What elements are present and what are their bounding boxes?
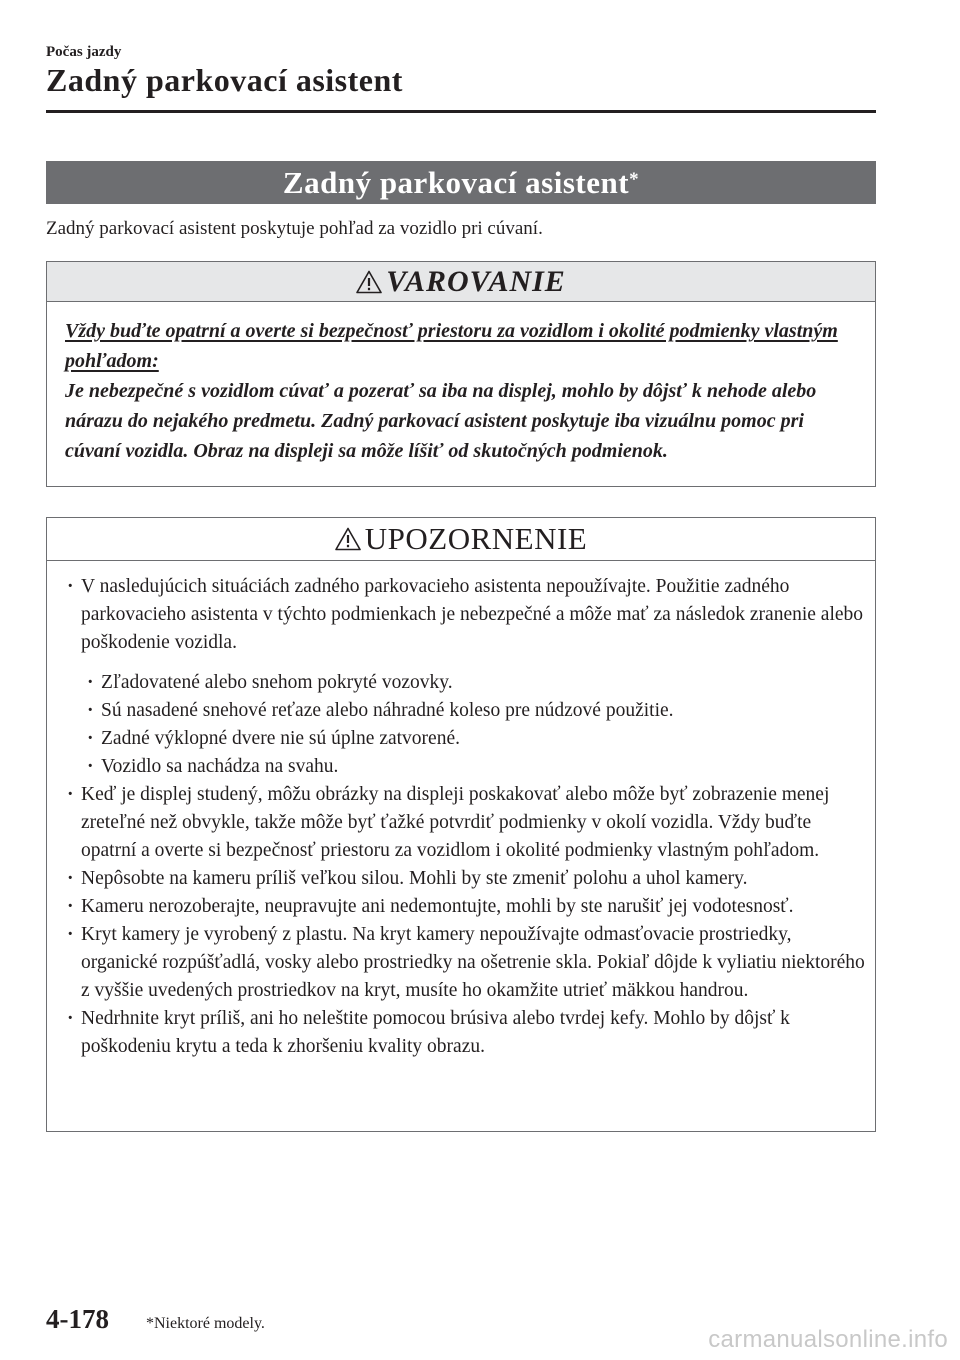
- warning-box: [46, 261, 876, 487]
- caution-title: UPOZORNENIE: [364, 521, 588, 556]
- caution-body: [47, 561, 875, 1061]
- footnote: *Niektoré modely.: [146, 1315, 265, 1332]
- warning-header: [47, 262, 875, 302]
- section-title-bar: [46, 161, 876, 204]
- sub-list: [61, 669, 865, 781]
- list-item: · Keď je displej studený, môžu obrázky na displeji poskakovať alebo môže byť zobrazenie menej zreteľné než obvykle, takže môže byť ťažké potvrdiť podmienky v okolí vozidla. Vždy buďte opatrní a overte si bezpečnosť priestoru za vozidlom i okolité podmienky vlastným pohľadom.: [61, 781, 865, 865]
- heading-rule: [46, 110, 876, 113]
- caution-header: [47, 518, 875, 561]
- caution-box: [46, 517, 876, 1132]
- list-item: · Kameru nerozoberajte, neupravujte ani nedemontujte, mohli by ste narušiť jej vodotesnosť.: [61, 893, 865, 921]
- list-item: · V nasledujúcich situáciách zadného parkovacieho asistenta nepoužívajte. Použitie zadného parkovacieho asistenta v týchto podmienkach je nebezpečné a môže mať za následok zranenie alebo poškodenie vozidla.: [61, 573, 865, 657]
- warning-title: VAROVANIE: [386, 264, 566, 298]
- warning-triangle-icon: [335, 527, 361, 551]
- page-number: 4-178: [46, 1304, 109, 1334]
- intro-text: Zadný parkovací asistent poskytuje pohľad za vozidlo pri cúvaní.: [46, 218, 543, 239]
- sub-list-item: · Sú nasadené snehové reťaze alebo náhradné koleso pre núdzové použitie.: [61, 697, 865, 725]
- sub-list-item: · Zadné výklopné dvere nie sú úplne zatvorené.: [61, 725, 865, 753]
- section-label: Počas jazdy: [46, 44, 122, 60]
- footnote-mark: *: [629, 168, 640, 190]
- watermark: carmanualsonline.info: [708, 1326, 948, 1353]
- section-title: Zadný parkovací asistent: [282, 164, 630, 200]
- warning-lead: Vždy buďte opatrní a overte si bezpečnosť priestoru za vozidlom i okolité podmienky vlastným pohľadom:: [65, 320, 838, 372]
- warning-body: [47, 302, 875, 466]
- warning-text: Je nebezpečné s vozidlom cúvať a pozerať sa iba na displej, mohlo by dôjsť k nehode alebo nárazu do nejakého predmetu. Zadný parkovací asistent poskytuje iba vizuálnu pomoc pri cúvaní vozidla. Obraz na displeji sa môže líšiť od skutočných podmienok.: [65, 380, 817, 462]
- warning-triangle-icon: [356, 270, 382, 294]
- list-item: · Nedrhnite kryt príliš, ani ho neleštite pomocou brúsiva alebo tvrdej kefy. Mohlo by dôjsť k poškodeniu krytu a teda k zhoršeniu kvality obrazu.: [61, 1005, 865, 1061]
- list-item: · Nepôsobte na kameru príliš veľkou silou. Mohli by ste zmeniť polohu a uhol kamery.: [61, 865, 865, 893]
- list-item: · Kryt kamery je vyrobený z plastu. Na kryt kamery nepoužívajte odmasťovacie prostriedky, organické rozpúšťadlá, vosky alebo prostriedky na ošetrenie skla. Pokiaľ dôjde k vyliatiu niektorého z vyššie uvedených prostriedkov na kryt, musíte ho okamžite utrieť mäkkou handrou.: [61, 921, 865, 1005]
- sub-list-item: · Vozidlo sa nachádza na svahu.: [61, 753, 865, 781]
- sub-list-item: · Zľadovatené alebo snehom pokryté vozovky.: [61, 669, 865, 697]
- page-heading: Zadný parkovací asistent: [46, 62, 403, 98]
